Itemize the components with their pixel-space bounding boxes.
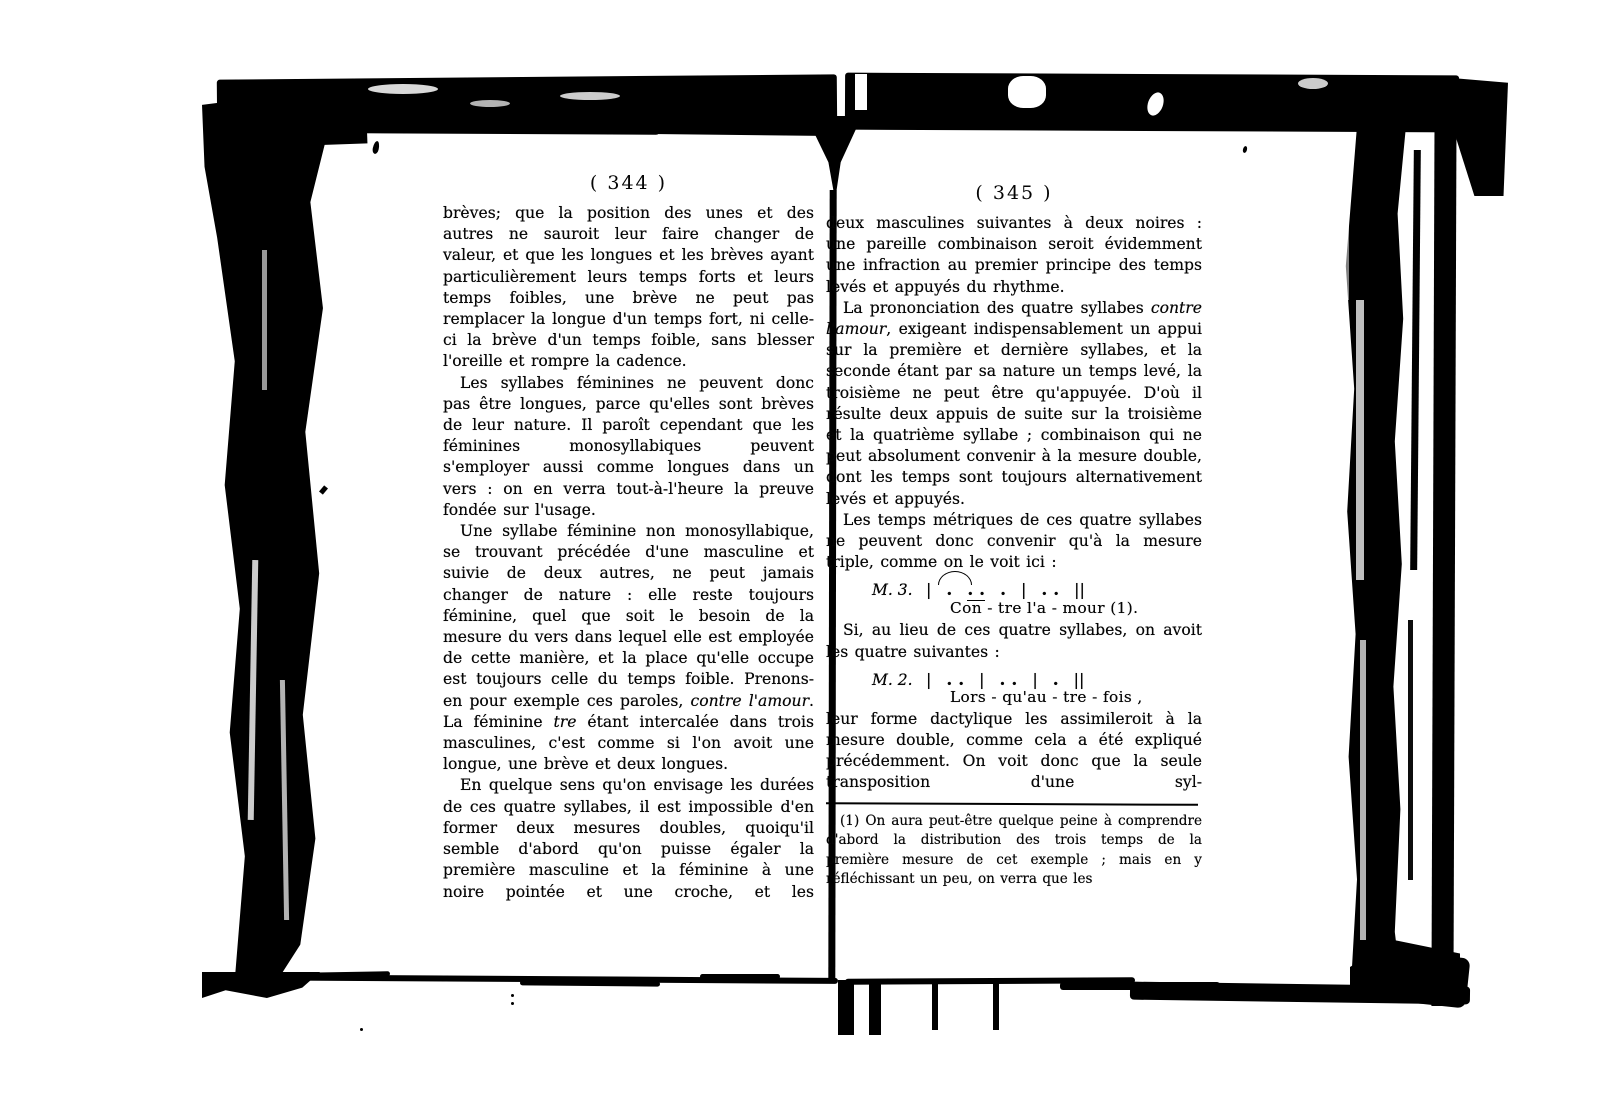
paragraph	[826, 709, 1202, 794]
scan-white-notch	[1298, 78, 1328, 89]
barline-symbol: ||	[1074, 580, 1085, 600]
paragraph	[443, 373, 814, 521]
scan-white-notch	[1008, 76, 1046, 108]
music-example-m2-label: M. 2.	[872, 670, 913, 689]
scan-white-speckle	[560, 92, 620, 100]
scan-white-streak	[1344, 180, 1349, 300]
music-example-m2-syllables: Lors - qu'au - tre - fois ,	[950, 687, 1143, 706]
text-run: étant intercalée dans trois masculines, c'est comme si l'on avoit une longue, une brève et deux longues.	[443, 712, 814, 774]
text-run: En quelque sens qu'on envisage les durées de ces quatre syllabes, il est impossible d'en former deux mesures doubles, quoiqu'il semble d'abord qu'on puisse égaler la première masculine et la féminine à une noire pointée et une croche, et les	[443, 776, 814, 901]
text-run: , exigeant indispensablement un appui sur la première et dernière syllabes, et la seconde étant par sa nature un temps levé, la troisième ne peut être qu'appuyée. D'où il résulte deux appuis de suite sur la troisième et la quatrième syllabe ; combinaison qui ne peut absolument convenir à la mesure double, dont les temps sont toujours alternativement levés et appuyés.	[826, 320, 1202, 508]
note-dot-symbol: . .	[999, 669, 1018, 690]
scan-ink-right-thin-streak	[1410, 150, 1421, 570]
text-run: deux masculines suivantes à deux noires : une pareille combinaison seroit évidemment une infraction au premier principe des temps levés et appuyés du rhythme.	[826, 214, 1202, 296]
italic-run: contre l'amour	[826, 298, 1202, 339]
music-example-m3-syllables: Con - tre l'a - mour (1).	[950, 599, 1139, 618]
scan-white-streak	[1356, 300, 1364, 580]
barline-symbol: |	[979, 669, 985, 689]
barline-symbol: ||	[1073, 669, 1085, 689]
note-dot-symbol: . .	[967, 580, 986, 601]
scan-ink-bottom-line	[520, 980, 660, 986]
scan-ink-right-solid-bar	[1431, 98, 1456, 1006]
music-example-m3	[826, 580, 1202, 617]
scan-ink-speck	[1242, 146, 1248, 154]
barline-symbol: |	[1032, 669, 1038, 689]
page-345-body-top	[826, 213, 1202, 573]
text-run: . La féminine	[443, 691, 814, 731]
note-dot-symbol: .	[946, 580, 952, 600]
italic-run: tre	[553, 712, 577, 731]
scan-ink-bottom-line	[700, 974, 780, 979]
text-run: La prononciation des quatre syllabes	[843, 298, 1151, 317]
scan-ink-speck	[511, 994, 514, 997]
footnote-rule	[826, 802, 1198, 806]
music-example-m3-label: M. 3.	[872, 581, 913, 600]
paragraph	[443, 775, 814, 902]
scan-ink-speck	[511, 1002, 514, 1005]
paragraph	[443, 521, 814, 775]
scan-white-streak	[262, 250, 267, 390]
scan-ink-speck	[360, 1028, 363, 1031]
page-345-body-bottom	[826, 709, 1202, 794]
scan-ink-ragged-strip	[648, 119, 836, 136]
note-dot-symbol: . .	[946, 669, 965, 690]
text-run: Les temps métriques de ces quatre syllabes ne peuvent donc convenir qu'à la mesure triple, comme on le voit ici :	[826, 510, 1202, 572]
note-dot-symbol: .	[1000, 580, 1006, 601]
barline-symbol: |	[1021, 580, 1027, 600]
page-345	[826, 182, 1202, 890]
paragraph	[443, 203, 814, 373]
italic-run: contre l'amour	[690, 691, 810, 710]
text-run: brèves; que la position des unes et des autres ne sauroit leur faire changer de valeur, et que les longues et les brèves ayant particulièrement leurs temps forts et leurs temps foibles, une brève ne peut pas remplacer la longue d'un temps fort, ni celle-ci la brève d'un temps foible, sans blesser l'oreille et rompre la cadence.	[443, 204, 814, 371]
scan-ink-gutter-stub	[993, 980, 999, 1030]
scan-ink-right-thin-streak	[1408, 620, 1413, 880]
text-run: Les syllabes féminines ne peuvent donc pas être longues, parce qu'elles sont brèves de leur nature. Il paroît cependant que les féminines monosyllabiques peuvent s'employer aussi comme longues dans un vers : on en verra tout-à-l'heure la preuve fondée sur l'usage.	[443, 373, 814, 519]
page-345-number: ( 345 )	[975, 182, 1053, 204]
scan-white-speckle	[470, 100, 510, 107]
scan-white-notch	[855, 74, 867, 110]
scan-ink-gutter-stub	[838, 980, 854, 1035]
page-344-number: ( 344 )	[589, 172, 668, 194]
text-run: leur forme dactylique les assimileroit à la mesure double, comme cela a été expliqué précédemment. On voit donc que la seule transposition d'une syl-	[826, 709, 1202, 792]
barline-symbol: |	[926, 580, 932, 600]
text-run: Une syllabe féminine non monosyllabique, se trouvant précédée d'une masculine et suivie de deux autres, ne peut jamais changer de nature : elle reste toujours féminine, quel que soit le besoin de la mesure du vers dans lequel elle est employée de cette manière, et la place qu'elle occupe est toujours celle du temps foible. Prenons-en pour exemple ces paroles,	[443, 522, 814, 710]
scan-white-streak	[1360, 640, 1366, 940]
page-345-para-si	[826, 620, 1202, 662]
scan-ink-gutter-stub	[932, 980, 938, 1030]
music-example-m2	[826, 670, 1202, 706]
note-dot-symbol: .	[1052, 669, 1059, 690]
page-344	[443, 172, 814, 903]
scan-ink-left-edge-band	[202, 96, 328, 980]
music-example-m2-symbols	[926, 670, 1099, 690]
page-344-body	[443, 203, 814, 903]
paragraph	[826, 620, 1202, 662]
barline-symbol: |	[926, 669, 932, 689]
scan-ink-speck	[319, 485, 328, 494]
scan-ink-speck	[372, 141, 381, 155]
footnote-text: (1) On aura peut-être quelque peine à comprendre d'abord la distribution des trois temps de la première mesure de cet exemple ; mais en y réfléchissant un peu, on verra que les	[826, 812, 1202, 888]
scan-ink-gutter-stub	[869, 980, 881, 1035]
note-dot-symbol: . .	[1041, 580, 1060, 601]
text-run: Si, au lieu de ces quatre syllabes, on avoit les quatre suivantes :	[826, 621, 1202, 661]
scan-white-speckle	[368, 84, 438, 94]
scan-ink-corner-block	[1452, 78, 1508, 196]
paragraph	[826, 298, 1202, 510]
music-example-m3-symbols	[926, 580, 1100, 601]
paragraph	[826, 213, 1202, 298]
scan-ink-ragged-strip	[360, 121, 660, 135]
paragraph	[826, 510, 1202, 574]
